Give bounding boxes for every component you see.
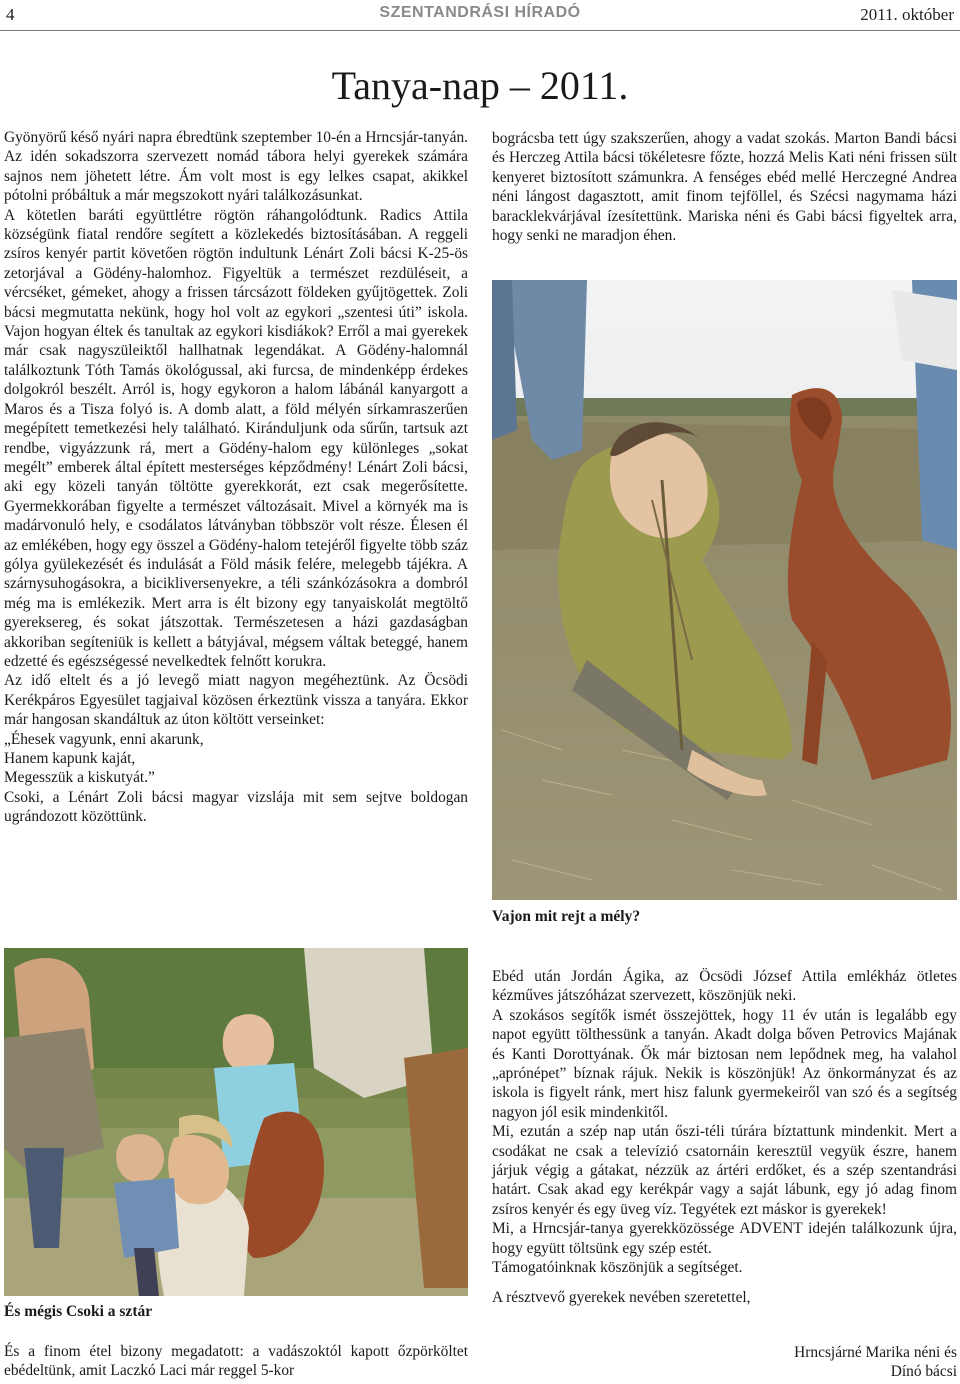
issue-date: 2011. október bbox=[860, 5, 954, 24]
paragraph-stew: És a finom étel bizony megadatott: a vadászoktól kapott őzpörköltet ebédeltünk, amit Laczkó Laci már reggel 5-kor bbox=[4, 1343, 468, 1380]
poem bbox=[4, 730, 468, 788]
signature-line: Dínó bácsi bbox=[890, 1363, 957, 1381]
caption-left-photo: És mégis Csoki a sztár bbox=[4, 1303, 153, 1320]
photo-boy-and-dog bbox=[492, 280, 957, 900]
photo-children-with-dog-image bbox=[4, 948, 468, 1296]
page-number: 4 bbox=[6, 5, 15, 24]
paragraph-crafts: Ebéd után Jordán Ágika, az Öcsödi József Attila emlékház ötletes kézműves játszóházat szervezett, köszönjük neki. bbox=[492, 968, 957, 1005]
paragraph-csoki: Csoki, a Lénárt Zoli bácsi magyar vizslája mit sem sejtve boldogan ugrándozott közöttünk. bbox=[4, 788, 468, 826]
paragraph-return: Az idő eltelt és a jó levegő miatt nagyon megéheztünk. Az Öcsödi Kerékpáros Egyesület tagjaival közösen érkeztünk vissza a tanyára. Ekkor már hangosan skandáltuk az úton költött verseinket: bbox=[4, 672, 468, 729]
paragraph-helpers: A szokásos segítők ismét összejöttek, hogy 11 év után is legalább egy napot együtt tölthessünk a tanyán. Akadt dolga bőven Petrovics Majának és Kanti Dorottyának. Ők már biztosan nem lepődnek meg, ha valahol „aprónépet” bíznak rájuk. Nekik is köszönjük! Az önkormányzat és az iskola is figyelt ránk, mert hisz falunk gyermekeiről van szó és a segítség nagyon jól esik mindenkitől. bbox=[492, 1006, 957, 1121]
left-column bbox=[4, 128, 468, 827]
poem-line: Megesszük a kiskutyát.” bbox=[4, 769, 155, 787]
header-rule bbox=[0, 30, 960, 31]
paragraph-lunch: bográcsba tett úgy szakszerűen, ahogy a vadat szokás. Marton Bandi bácsi és Herczeg Attila bácsi tökéletesre főzte, hozzá Melis Kati néni frissen sült kenyeret biztosított számunkra. A fenséges ebéd mellé Herczegné Andrea néni lángost dagasztott, amit finom tejföllel, és Szécsi nagymama házi baracklekvárjával ízesítettünk. Mariska néni és Gabi bácsi figyeltek arra, hogy senki ne maradjon éhen. bbox=[492, 130, 957, 245]
paragraph-tour: Mi, ezután a szép nap után őszi-téli túrára bíztattunk mindenkit. Mert a csodákat ne csak a televízió csatornáin keresztül vegyük észre, hanem járjuk végig a gátakat, nézzük az ártéri erdőket, és a szép szentandrási határt. Csak akad egy kerékpár vagy a saját lábunk, egy jó adag finom zsíros kenyér és egy üveg víz. Tegyétek ezt máskor is gyerekek! bbox=[492, 1123, 957, 1218]
photo-boy-and-dog-image bbox=[492, 280, 957, 900]
poem-line: Hanem kapunk kaját, bbox=[4, 750, 136, 767]
publication-title: SZENTANDRÁSI HÍRADÓ bbox=[379, 4, 581, 21]
paragraph-advent: Mi, a Hrncsjár-tanya gyerekközössége ADVENT idején találkozunk újra, hogy együtt töltsünk egy szép estét. bbox=[492, 1220, 957, 1257]
photo-children-with-dog bbox=[4, 948, 468, 1296]
paragraph-main: A kötetlen baráti együttlétre rögtön ráhangolódtunk. Radics Attila községünk fiatal rendőre segített a közlekedés biztosításában. A reggeli zsíros kenyér partit követően rögtön indultunk Lénárt Zoli bácsi K-25-ös zetorjával a Gödény-halomhoz. Figyeltük a természet rezdüléseit, a vércséket, gémeket, ahogy a frissen tárcsázott földeken gyűjtögettek. Zoli bácsi megmutatta nekünk, hogy hol volt az egykori „szentesi úti” iskola. Vajon hogyan éltek és tanultak az egykori kisdiákok? Erről a mai gyerekek már csak nagyszüleiktől hallhatnak legendákat. A Gödény-halomnál találkoztunk Tóth Tamás ökológussal, aki furcsa, de mindenképp érdekes dolgokról beszélt. Arról is, hogy egykoron a halom lábánál kanyargott a Maros és a Tisza folyó is. A domb alatt, a föld mélyén sírkamraszerűen megépített temetkezési hely található. Kiránduljunk oda sűrűn, tartsuk azt rendbe, vigyázzunk rá, mert a Gödény-halom egy különleges „sokat megélt” emberek által épített mesterséges képződmény! Lénárt Zoli bácsi, aki egy közeli tanyán töltötte gyerekkorát, ezt csak megerősítette. Gyermekkorában figyelte a természet változásait. Mivel a környék ma is madárvonuló hely, e csodálatos látványban többször volt része. Élesen él az emlékében, hogy egy összel a Gödény-halom tetejéről figyelte több száz gólya gyülekezését és indulását a Föld másik felére, melegebb tájékra. A szárnysuhogásokra, a bicikliversenyekre, a téli szánkózásokra a dombról még ma is emlékezik. Mert arra is élt bizony egy tanyaiskolát megtöltő gyereksereg, és sokat játszottak. Természetesen a házi gazdaságban akkoriban segíteniük is kellett a bátyjával, mégsem váltak beteggé, hanem edzetté és egészségessé nevelkedtek felnőtt korukra. bbox=[4, 206, 468, 670]
signature-line: Hrncsjárné Marika néni és bbox=[794, 1344, 957, 1361]
right-column bbox=[492, 129, 957, 245]
signature bbox=[720, 1343, 957, 1382]
paragraph-intro: Gyönyörű késő nyári napra ébredtünk szeptember 10-én a Hrncsjár-tanyán. Az idén sokadszorra szervezett nomád tábora helyi gyerekek számára sajnos nem jöhetett létre. Ám volt most is egy lelkes csapat, akikkel pótolni próbáltuk a már megszokott nyári találkozásunkat. bbox=[4, 129, 468, 205]
caption-right-photo: Vajon mit rejt a mély? bbox=[492, 908, 641, 925]
right-bottom-column bbox=[492, 967, 957, 1307]
article-title: Tanya-nap – 2011. bbox=[331, 63, 629, 108]
paragraph-thanks: Támogatóinknak köszönjük a segítséget. bbox=[492, 1259, 743, 1277]
paragraph-closing: A résztvevő gyerekek nevében szeretettel, bbox=[492, 1288, 751, 1306]
left-bottom-column bbox=[4, 1342, 468, 1381]
poem-line: „Éhesek vagyunk, enni akarunk, bbox=[4, 730, 204, 748]
